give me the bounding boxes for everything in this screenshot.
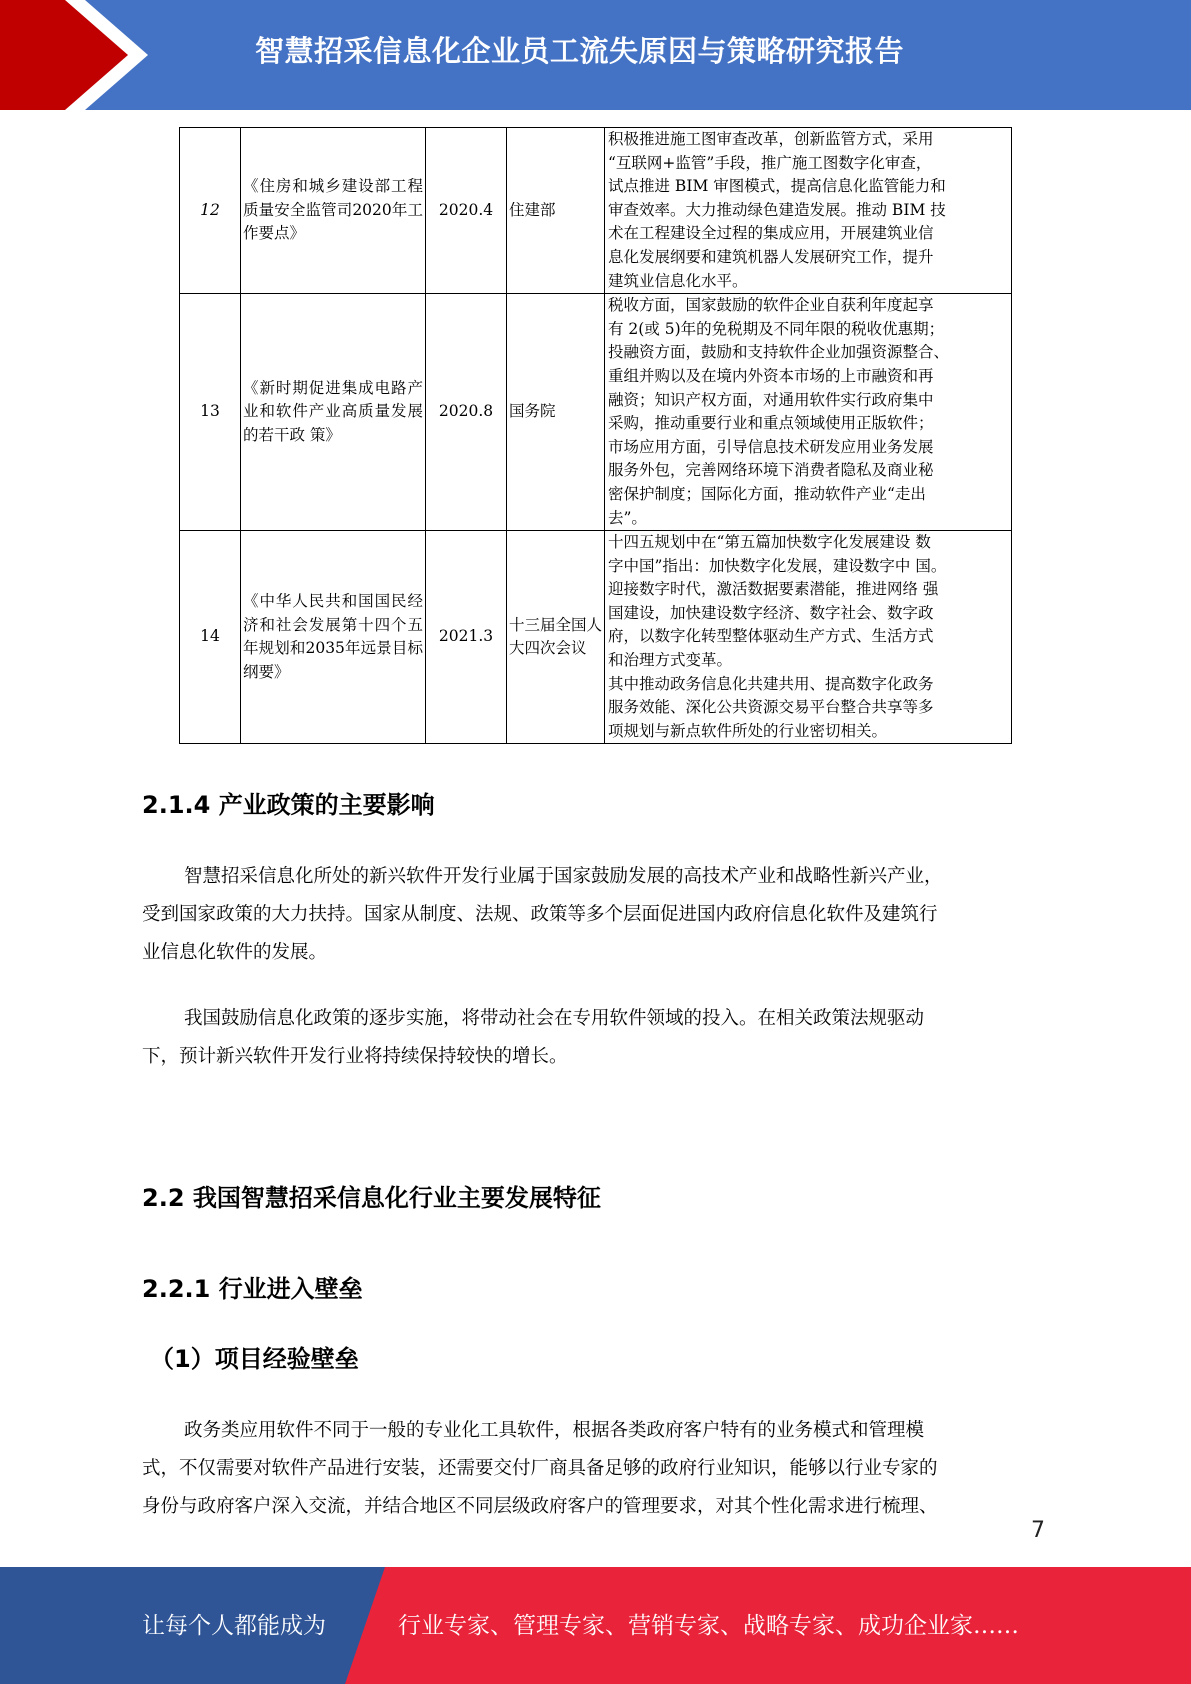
policy-date: 2020.4 (426, 128, 507, 294)
policy-name: 《住房和城乡建设部工程质量安全监管司2020年工作要点》 (241, 128, 426, 294)
policy-department: 十三届全国人大四次会议 (507, 531, 605, 744)
section-heading-2-2-1: 2.2.1 行业进入壁垒 (142, 1275, 363, 1303)
content-line: 投融资方面，鼓励和支持软件企业加强资源整合、 (608, 343, 950, 362)
content-line: 密保护制度；国际化方面，推动软件产业“走出 (608, 484, 926, 503)
section-heading-2-1-4: 2.1.4 产业政策的主要影响 (142, 791, 435, 819)
paragraph-line: 智慧招采信息化所处的新兴软件开发行业属于国家鼓励发展的高技术产业和战略性新兴产业， (184, 866, 943, 887)
content-line: 项规划与新点软件所处的行业密切相关。 (608, 721, 888, 740)
policy-department: 住建部 (507, 128, 605, 294)
policy-department: 国务院 (507, 294, 605, 531)
table-row (180, 294, 1012, 531)
content-line: 迎接数字时代，激活数据要素潜能，推进网络 强 (608, 580, 939, 599)
policy-content (605, 294, 1012, 531)
paragraph-line: 身份与政府客户深入交流，并结合地区不同层级政府客户的管理要求，对其个性化需求进行梳理、 (142, 1496, 938, 1517)
content-line: 术在工程建设全过程的集成应用，开展建筑业信 (608, 224, 934, 243)
content-line: 服务效能、深化公共资源交易平台整合共享等多 (608, 698, 934, 717)
paragraph-line: 下，预计新兴软件开发行业将持续保持较快的增长。 (142, 1046, 568, 1067)
content-line: 其中推动政务信息化共建共用、提高数字化政务 (608, 674, 934, 693)
paragraph-line: 业信息化软件的发展。 (142, 942, 328, 963)
row-number: 14 (180, 531, 241, 744)
content-line: 息化发展纲要和建筑机器人发展研究工作，提升 (608, 247, 934, 266)
policy-content (605, 531, 1012, 744)
content-line: 审查效率。大力推动绿色建造发展。推动 BIM 技 (608, 200, 946, 219)
content-line: 字中国”指出：加快数字化发展，建设数字中 国。 (608, 556, 947, 575)
policy-table (179, 127, 1012, 744)
content-line: 国建设，加快建设数字经济、数字社会、数字政 (608, 603, 934, 622)
content-line: 去”。 (608, 508, 647, 527)
content-line: 建筑业信息化水平。 (608, 271, 748, 290)
footer-slogan-left: 让每个人都能成为 (142, 1613, 326, 1639)
row-number: 13 (180, 294, 241, 531)
paragraph (142, 858, 1046, 972)
content-line: 重组并购以及在境内外资本市场的上市融资和再 (608, 366, 934, 385)
policy-date: 2021.3 (426, 531, 507, 744)
policy-name: 《新时期促进集成电路产业和软件产业高质量发展的若干政 策》 (241, 294, 426, 531)
page-header (0, 0, 1191, 110)
paragraph-line: 式，不仅需要对软件产品进行安装，还需要交付厂商具备足够的政府行业知识，能够以行业专家的 (142, 1458, 938, 1479)
row-number: 12 (180, 128, 241, 294)
section-heading-2-2: 2.2 我国智慧招采信息化行业主要发展特征 (142, 1184, 601, 1212)
paragraph (142, 1412, 1046, 1526)
content-line: “互联网+监管”手段，推广施工图数字化审查， (608, 153, 932, 172)
content-line: 十四五规划中在“第五篇加快数字化发展建设 数 (608, 533, 931, 552)
content-line: 积极推进施工图审查改革，创新监管方式，采用 (608, 130, 934, 148)
report-title: 智慧招采信息化企业员工流失原因与策略研究报告 (255, 34, 905, 68)
content-line: 市场应用方面，引导信息技术研发应用业务发展 (608, 437, 934, 456)
paragraph-line: 我国鼓励信息化政策的逐步实施，将带动社会在专用软件领域的投入。在相关政策法规驱动 (184, 1008, 925, 1029)
content-line: 税收方面，国家鼓励的软件企业自获利年度起享 (608, 296, 934, 315)
page-footer (0, 1567, 1191, 1684)
subsection-heading: （1）项目经验壁垒 (150, 1345, 359, 1373)
content-line: 采购，推动重要行业和重点领域使用正版软件； (608, 414, 934, 433)
policy-content (605, 128, 1012, 294)
content-line: 和治理方式变革。 (608, 651, 733, 670)
paragraph (142, 1000, 1046, 1076)
footer-slogan-right: 行业专家、管理专家、营销专家、战略专家、成功企业家…… (398, 1613, 1019, 1639)
content-line: 服务外包，完善网络环境下消费者隐私及商业秘 (608, 461, 934, 480)
policy-date: 2020.8 (426, 294, 507, 531)
page-number: 7 (1031, 1518, 1045, 1543)
table-row (180, 128, 1012, 294)
content-line: 府，以数字化转型整体驱动生产方式、生活方式 (608, 627, 934, 646)
content-line: 有 2(或 5)年的免税期及不同年限的税收优惠期； (608, 319, 945, 338)
paragraph-line: 政务类应用软件不同于一般的专业化工具软件，根据各类政府客户特有的业务模式和管理模 (184, 1420, 925, 1441)
paragraph-line: 受到国家政策的大力扶持。国家从制度、法规、政策等多个层面促进国内政府信息化软件及建筑行 (142, 904, 938, 925)
content-line: 试点推进 BIM 审图模式，提高信息化监管能力和 (608, 177, 946, 196)
table-row (180, 531, 1012, 744)
policy-name: 《中华人民共和国国民经济和社会发展第十四个五年规划和2035年远景目标纲要》 (241, 531, 426, 744)
content-line: 融资；知识产权方面，对通用软件实行政府集中 (608, 390, 934, 409)
